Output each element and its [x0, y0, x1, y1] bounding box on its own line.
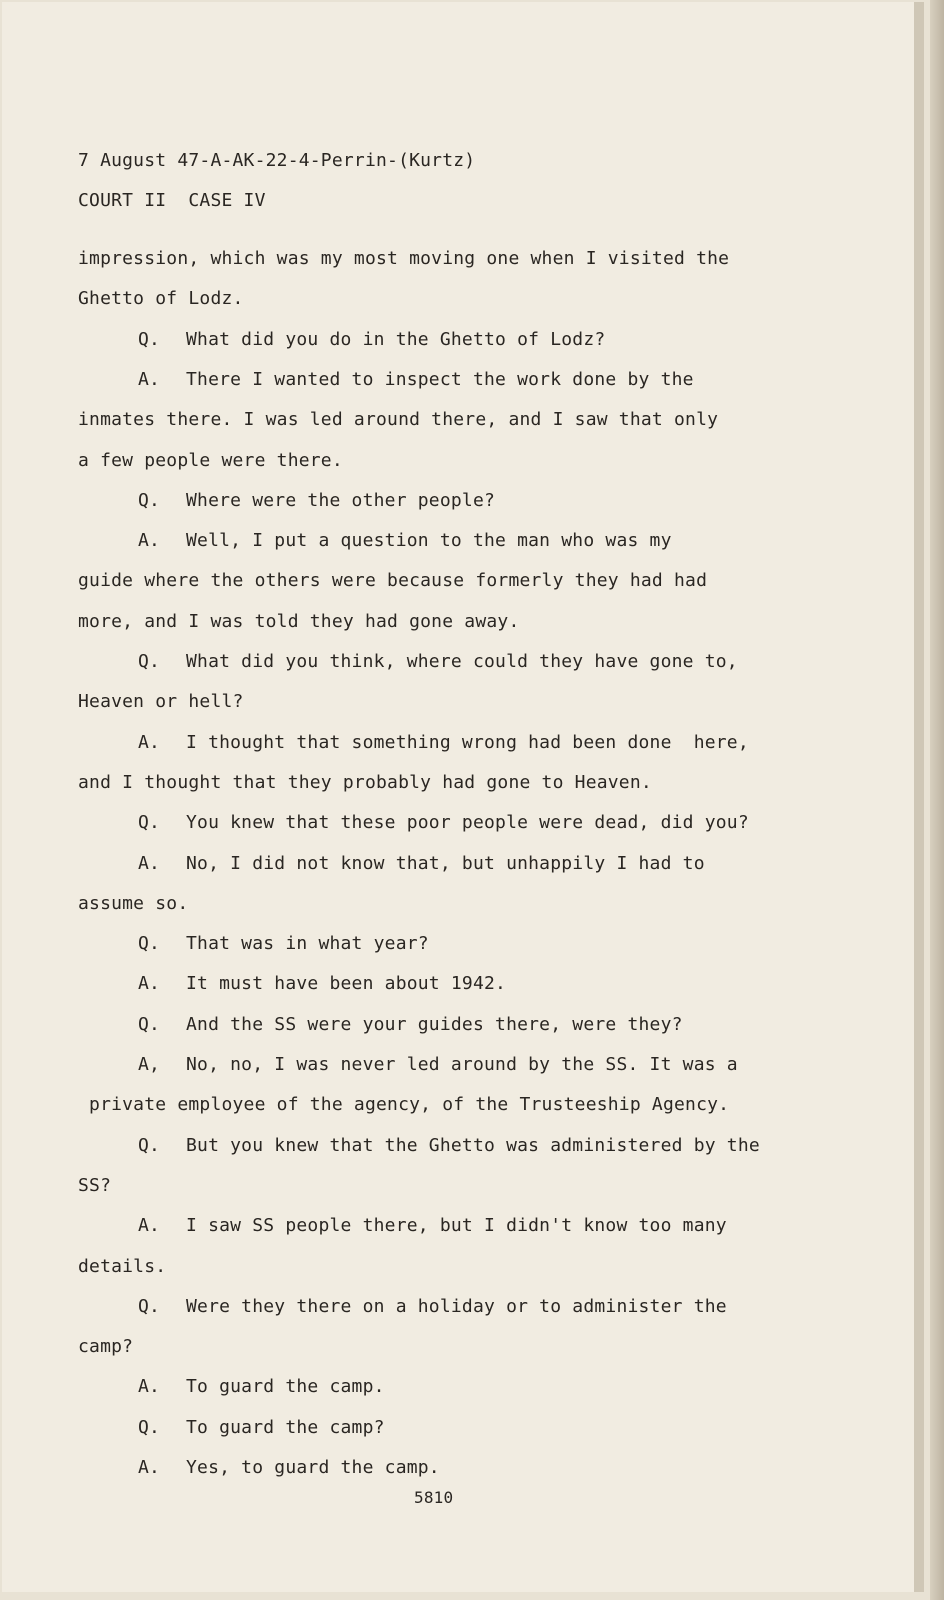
continuation-line: [78, 893, 188, 914]
speaker-label: Q.: [138, 1417, 161, 1438]
speaker-label: Q.: [138, 490, 161, 511]
page-number: 5810: [414, 1488, 454, 1507]
continuation-line: [78, 248, 729, 269]
line-text: What did you think, where could they have gone to,: [186, 651, 738, 672]
line-text: inmates there. I was led around there, and I saw that only: [78, 409, 719, 430]
line-text: Yes, to guard the camp.: [186, 1457, 440, 1478]
line-text: You knew that these poor people were dead, did you?: [186, 812, 749, 833]
line-text: There I wanted to inspect the work done by the: [186, 369, 694, 390]
qa-line: [138, 1376, 385, 1397]
continuation-line: [78, 570, 707, 591]
continuation-line: [78, 1256, 166, 1277]
speaker-label: A.: [138, 732, 161, 753]
line-text: private employee of the agency, of the Trusteeship Agency.: [78, 1094, 730, 1115]
line-text: No, I did not know that, but unhappily I had to: [186, 853, 705, 874]
qa-line: [138, 732, 749, 753]
line-text: Where were the other people?: [186, 490, 496, 511]
qa-line: [138, 329, 605, 350]
qa-line: [138, 812, 749, 833]
qa-line: [138, 1296, 727, 1317]
line-text: To guard the camp?: [186, 1417, 385, 1438]
speaker-label: Q.: [138, 1135, 161, 1156]
qa-line: [138, 1457, 440, 1478]
line-text: It must have been about 1942.: [186, 973, 507, 994]
header-court-line: COURT II CASE IV: [78, 190, 266, 211]
continuation-line: [78, 450, 343, 471]
document-page: [2, 2, 924, 1592]
line-text: Well, I put a question to the man who was my: [186, 530, 672, 551]
line-text: details.: [78, 1256, 167, 1277]
speaker-label: A.: [138, 973, 161, 994]
speaker-label: A.: [138, 853, 161, 874]
line-text: a few people were there.: [78, 450, 343, 471]
page-edge: [930, 0, 944, 1600]
line-text: And the SS were your guides there, were they?: [186, 1014, 683, 1035]
line-text: guide where the others were because formerly they had had: [78, 570, 708, 591]
line-text: To guard the camp.: [186, 1376, 385, 1397]
speaker-label: Q.: [138, 1296, 161, 1317]
qa-line: [138, 1215, 727, 1236]
speaker-label: A,: [138, 1054, 161, 1075]
continuation-line: [78, 1175, 111, 1196]
qa-line: [138, 490, 495, 511]
continuation-line: [78, 611, 519, 632]
qa-line: [138, 369, 694, 390]
line-text: That was in what year?: [186, 933, 429, 954]
speaker-label: Q.: [138, 651, 161, 672]
line-text: No, no, I was never led around by the SS. It was a: [186, 1054, 738, 1075]
speaker-label: A.: [138, 1457, 161, 1478]
continuation-line: [78, 288, 244, 309]
qa-line: [138, 1054, 738, 1075]
continuation-line: [78, 772, 652, 793]
qa-line: [138, 933, 429, 954]
header-case-line: 7 August 47-A-AK-22-4-Perrin-(Kurtz): [78, 150, 476, 171]
speaker-label: A.: [138, 1376, 161, 1397]
line-text: Were they there on a holiday or to administer the: [186, 1296, 727, 1317]
speaker-label: Q.: [138, 812, 161, 833]
qa-line: [138, 530, 672, 551]
continuation-line: [78, 1336, 133, 1357]
line-text: SS?: [78, 1175, 112, 1196]
line-text: But you knew that the Ghetto was administered by the: [186, 1135, 760, 1156]
line-text: and I thought that they probably had gone to Heaven.: [78, 772, 652, 793]
qa-line: [138, 853, 705, 874]
qa-line: [138, 1417, 385, 1438]
speaker-label: A.: [138, 1215, 161, 1236]
qa-line: [138, 1135, 760, 1156]
continuation-line: [78, 691, 244, 712]
speaker-label: Q.: [138, 1014, 161, 1035]
qa-line: [138, 973, 506, 994]
continuation-line: [78, 409, 718, 430]
speaker-label: Q.: [138, 933, 161, 954]
line-text: I saw SS people there, but I didn't know too many: [186, 1215, 727, 1236]
line-text: I thought that something wrong had been done here,: [186, 732, 749, 753]
line-text: more, and I was told they had gone away.: [78, 611, 520, 632]
line-text: assume so.: [78, 893, 189, 914]
continuation-line: [78, 1094, 729, 1115]
speaker-label: Q.: [138, 329, 161, 350]
speaker-label: A.: [138, 369, 161, 390]
line-text: camp?: [78, 1336, 134, 1357]
qa-line: [138, 651, 738, 672]
line-text: Heaven or hell?: [78, 691, 244, 712]
line-text: What did you do in the Ghetto of Lodz?: [186, 329, 606, 350]
line-text: Ghetto of Lodz.: [78, 288, 244, 309]
speaker-label: A.: [138, 530, 161, 551]
qa-line: [138, 1014, 683, 1035]
line-text: impression, which was my most moving one when I visited the: [78, 248, 730, 269]
